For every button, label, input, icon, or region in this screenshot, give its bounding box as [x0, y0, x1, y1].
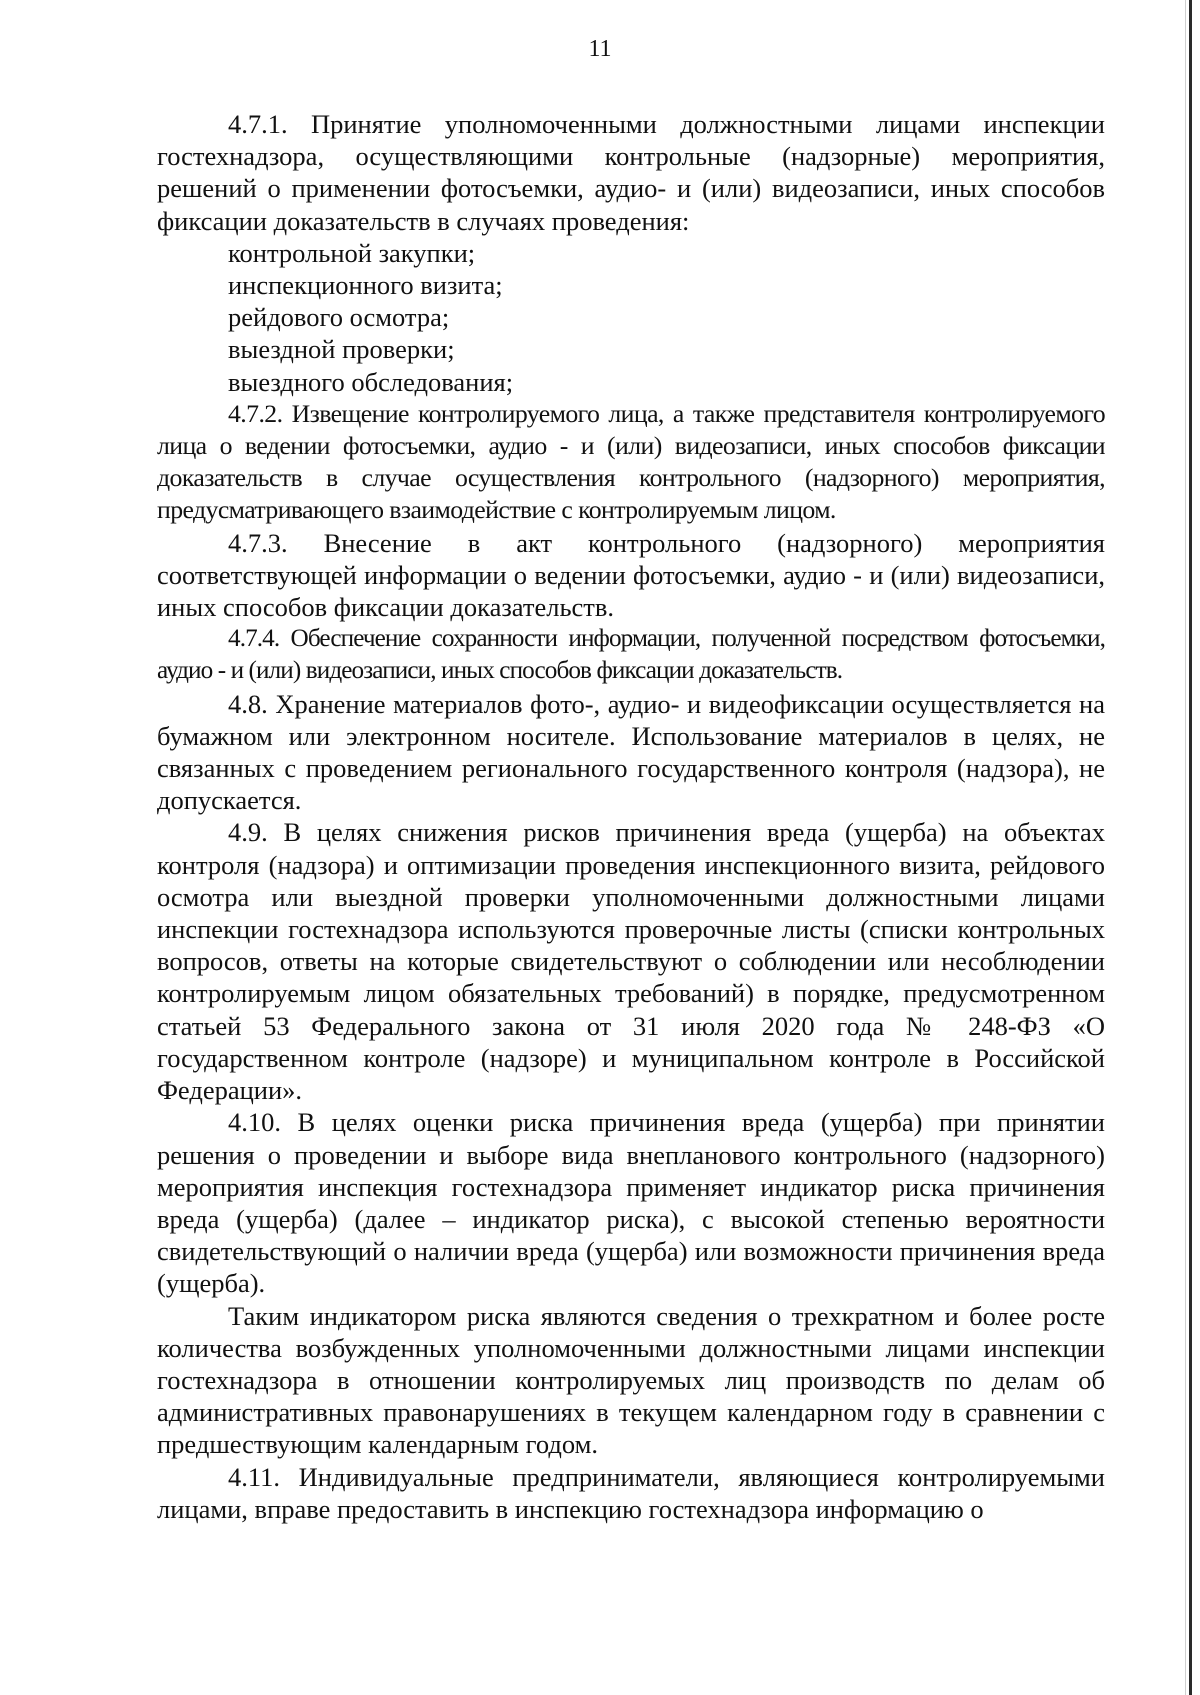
list-item: рейдового осмотра; — [228, 302, 450, 333]
page-number: 11 — [588, 36, 612, 62]
document-body — [157, 108, 1105, 1525]
paragraph-4-7-1: 4.7.1. Принятие уполномоченными должностными лицами инспекции гостехнадзора, осуществляющими контрольные (надзорные) мероприятия, решений о применении фотосъемки, аудио- и (или) видеозаписи, иных способов фиксации доказательств в случаях проведения: — [157, 109, 1105, 236]
paragraph-4-10: 4.10. В целях оценки риска причинения вреда (ущерба) при принятии решения о проведении и выборе вида внепланового контрольного (надзорного) мероприятия инспекция гостехнадзора применяет индикатор риска причинения вреда (ущерба) (далее – индикатор риска), с высокой степенью вероятности свидетельствующий о наличии вреда (ущерба) или возможности причинения вреда (ущерба). — [157, 1107, 1105, 1299]
paragraph-4-7-2: 4.7.2. Извещение контролируемого лица, а также представителя контролируемого лица о ведении фотосъемки, аудио - и (или) видеозаписи, иных способов фиксации доказательств в случае осуществления контрольного (надзорного) мероприятия, предусматривающего взаимодействие с контролируемым лицом. — [157, 398, 1105, 525]
paragraph-4-7-4: 4.7.4. Обеспечение сохранности информации, полученной посредством фотосъемки, аудио - и (или) видеозаписи, иных способов фиксации доказательств. — [157, 625, 1105, 685]
paragraph-4-11: 4.11. Индивидуальные предприниматели, являющиеся контролируемыми лицами, вправе предоставить в инспекцию гостехнадзора информацию о — [157, 1461, 1105, 1524]
list-item: выездной проверки; — [228, 334, 455, 365]
paragraph-4-9: 4.9. В целях снижения рисков причинения вреда (ущерба) на объектах контроля (надзора) и оптимизации проведения инспекционного визита, рейдового осмотра или выездной проверки уполномоченными должностными лицами инспекции гостехнадзора используются проверочные листы (списки контрольных вопросов, ответы на которые свидетельствуют о соблюдении или несоблюдении контролируемым лицом обязательных требований) в порядке, предусмотренном статьей 53 Федерального закона от 31 июля 2020 года № 248-ФЗ «О государственном контроле (надзоре) и муниципальном контроле в Российской Федерации». — [157, 817, 1105, 1106]
paragraph-risk-indicator: Таким индикатором риска являются сведения о трехкратном и более росте количества возбужденных уполномоченными должностными лицами инспекции гостехнадзора в отношении контролируемых лиц производств по делам об административных правонарушениях в текущем календарном году в сравнении с предшествующим календарным годом. — [157, 1300, 1105, 1460]
scan-edge-shadow — [1185, 0, 1186, 1695]
list-item: выездного обследования; — [228, 366, 514, 397]
list-item: контрольной закупки; — [228, 237, 476, 268]
paragraph-4-8: 4.8. Хранение материалов фото-, аудио- и видеофиксации осуществляется на бумажном или электронном носителе. Использование материалов в целях, не связанных с проведением регионального государственного контроля (надзора), не допускается. — [157, 688, 1105, 816]
paragraph-4-7-3: 4.7.3. Внесение в акт контрольного (надзорного) мероприятия соответствующей информации о ведении фотосъемки, аудио - и (или) видеозаписи, иных способов фиксации доказательств. — [157, 527, 1105, 623]
scan-edge-line — [1189, 0, 1192, 1695]
list-item: инспекционного визита; — [228, 270, 503, 301]
